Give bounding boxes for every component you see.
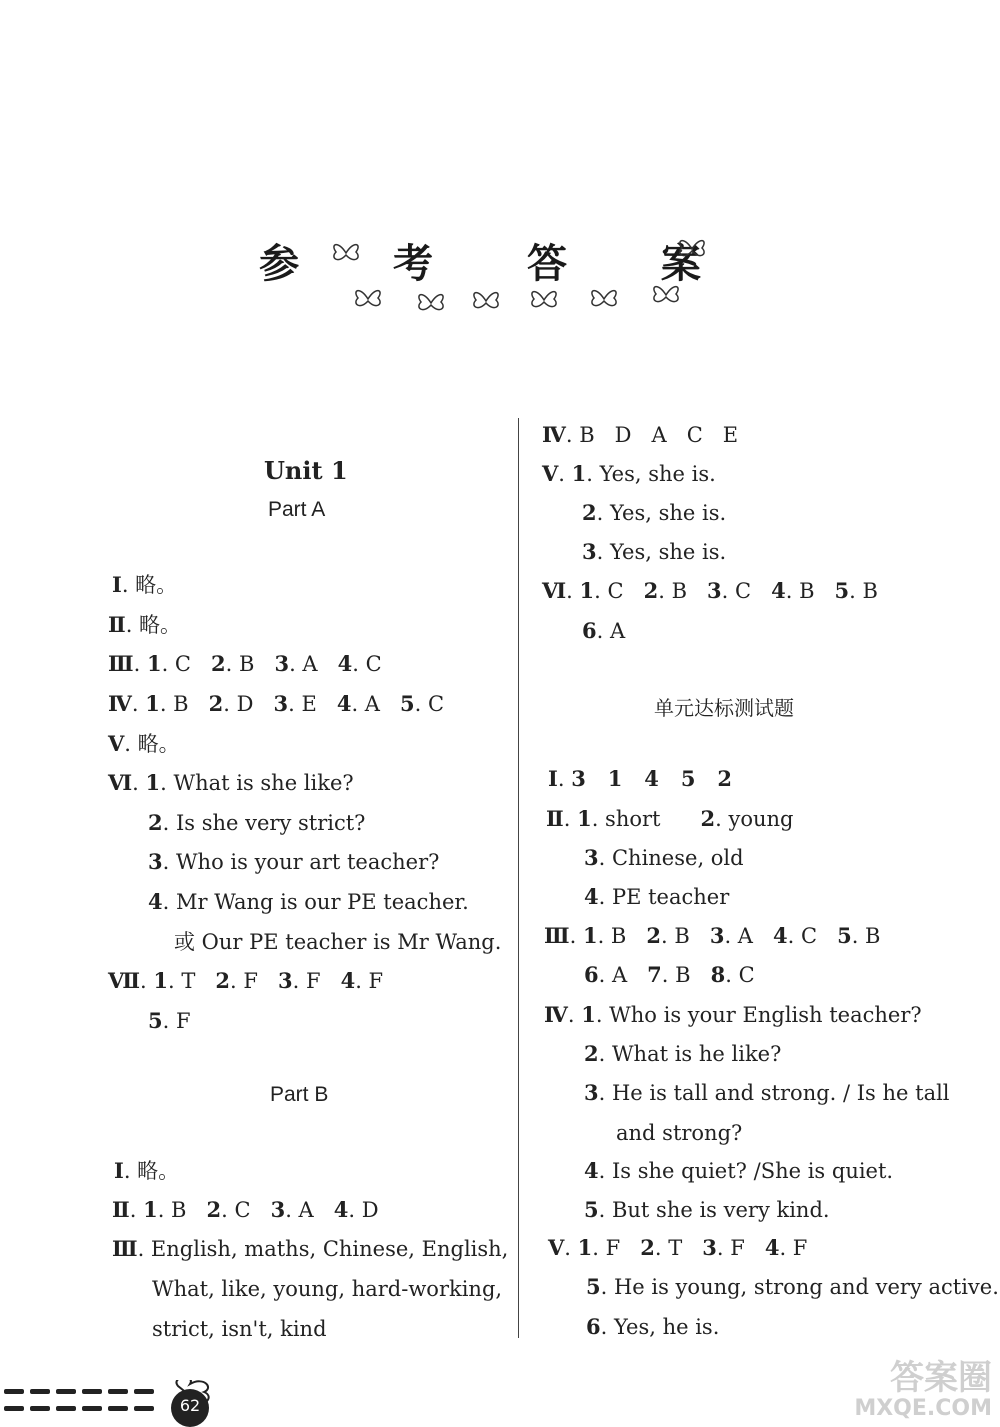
answer-line: 3. He is tall and strong. / Is he tall	[584, 1080, 950, 1105]
watermark: 答案圈 MXQE.COM	[854, 1358, 992, 1421]
answer-line: Ⅱ. 1. B 2. C 3. A 4. D	[112, 1197, 379, 1222]
butterfly-icon	[676, 236, 708, 262]
answer-line: Ⅲ. English, maths, Chinese, English,	[112, 1236, 509, 1261]
answer-line: Ⅰ. 略。	[114, 1158, 180, 1183]
answer-line: 3. Chinese, old	[584, 845, 744, 870]
answer-line: Ⅲ. 1. B 2. B 3. A 4. C 5. B	[544, 923, 881, 948]
answer-line: Ⅴ. 1. F 2. T 3. F 4. F	[548, 1235, 808, 1260]
answer-line: Ⅱ. 略。	[108, 612, 182, 637]
answer-line: What, like, young, hard-working,	[152, 1277, 503, 1301]
answer-line: 4. Is she quiet? /She is quiet.	[584, 1158, 894, 1183]
answer-line: strict, isn't, kind	[152, 1317, 327, 1341]
answer-line: 4. Mr Wang is our PE teacher.	[148, 889, 469, 914]
butterfly-icon	[330, 240, 362, 266]
answer-line: and strong?	[616, 1121, 743, 1145]
answer-line: 5. F	[148, 1008, 191, 1033]
answer-line: Ⅱ. 1. short 2. young	[546, 806, 794, 831]
answer-line: Ⅰ. 略。	[112, 572, 178, 597]
answer-line: Ⅰ. 3 1 4 5 2	[548, 766, 732, 791]
answer-line: 3. Yes, she is.	[582, 539, 727, 564]
butterfly-icon	[588, 286, 620, 312]
butterfly-icon	[650, 282, 682, 308]
section-heading: 单元达标测试题	[654, 696, 794, 720]
butterfly-icon	[470, 288, 502, 314]
page-number: 62	[179, 1396, 201, 1415]
butterfly-icon	[415, 290, 447, 316]
answer-line: 6. A 7. B 8. C	[584, 962, 755, 987]
unit-heading: Unit 1	[264, 456, 348, 485]
answer-line: Ⅵ. 1. C 2. B 3. C 4. B 5. B	[542, 578, 878, 603]
answer-line: 3. Who is your art teacher?	[148, 849, 440, 874]
answer-line: 6. Yes, he is.	[586, 1314, 720, 1339]
answer-line: Ⅴ. 略。	[108, 731, 180, 756]
butterfly-icon	[352, 286, 384, 312]
answer-line: 5. But she is very kind.	[584, 1197, 830, 1222]
answer-line: 4. PE teacher	[584, 884, 730, 909]
part-a-heading: Part A	[268, 498, 326, 521]
answer-line: Ⅴ. 1. Yes, she is.	[542, 461, 716, 486]
answer-line: Ⅵ. 1. What is she like?	[108, 770, 354, 795]
answer-line: 6. A	[582, 618, 626, 643]
answer-line: Ⅳ. 1. B 2. D 3. E 4. A 5. C	[108, 691, 445, 716]
part-b-heading: Part B	[270, 1083, 329, 1106]
column-divider	[518, 418, 519, 1338]
answer-line: 2. What is he like?	[584, 1041, 782, 1066]
answer-line: Ⅳ. 1. Who is your English teacher?	[544, 1002, 922, 1027]
butterfly-icon	[528, 287, 560, 313]
answer-line: Ⅶ. 1. T 2. F 3. F 4. F	[108, 968, 384, 993]
answer-line: 或 Our PE teacher is Mr Wang.	[174, 930, 502, 954]
answer-line: 2. Yes, she is.	[582, 500, 727, 525]
page-title: 参 考 答 案	[259, 241, 741, 287]
answer-line: 5. He is young, strong and very active.	[586, 1274, 999, 1299]
answer-line: Ⅳ. B D A C E	[542, 422, 739, 447]
answer-line: Ⅲ. 1. C 2. B 3. A 4. C	[108, 651, 382, 676]
answer-line: 2. Is she very strict?	[148, 810, 366, 835]
